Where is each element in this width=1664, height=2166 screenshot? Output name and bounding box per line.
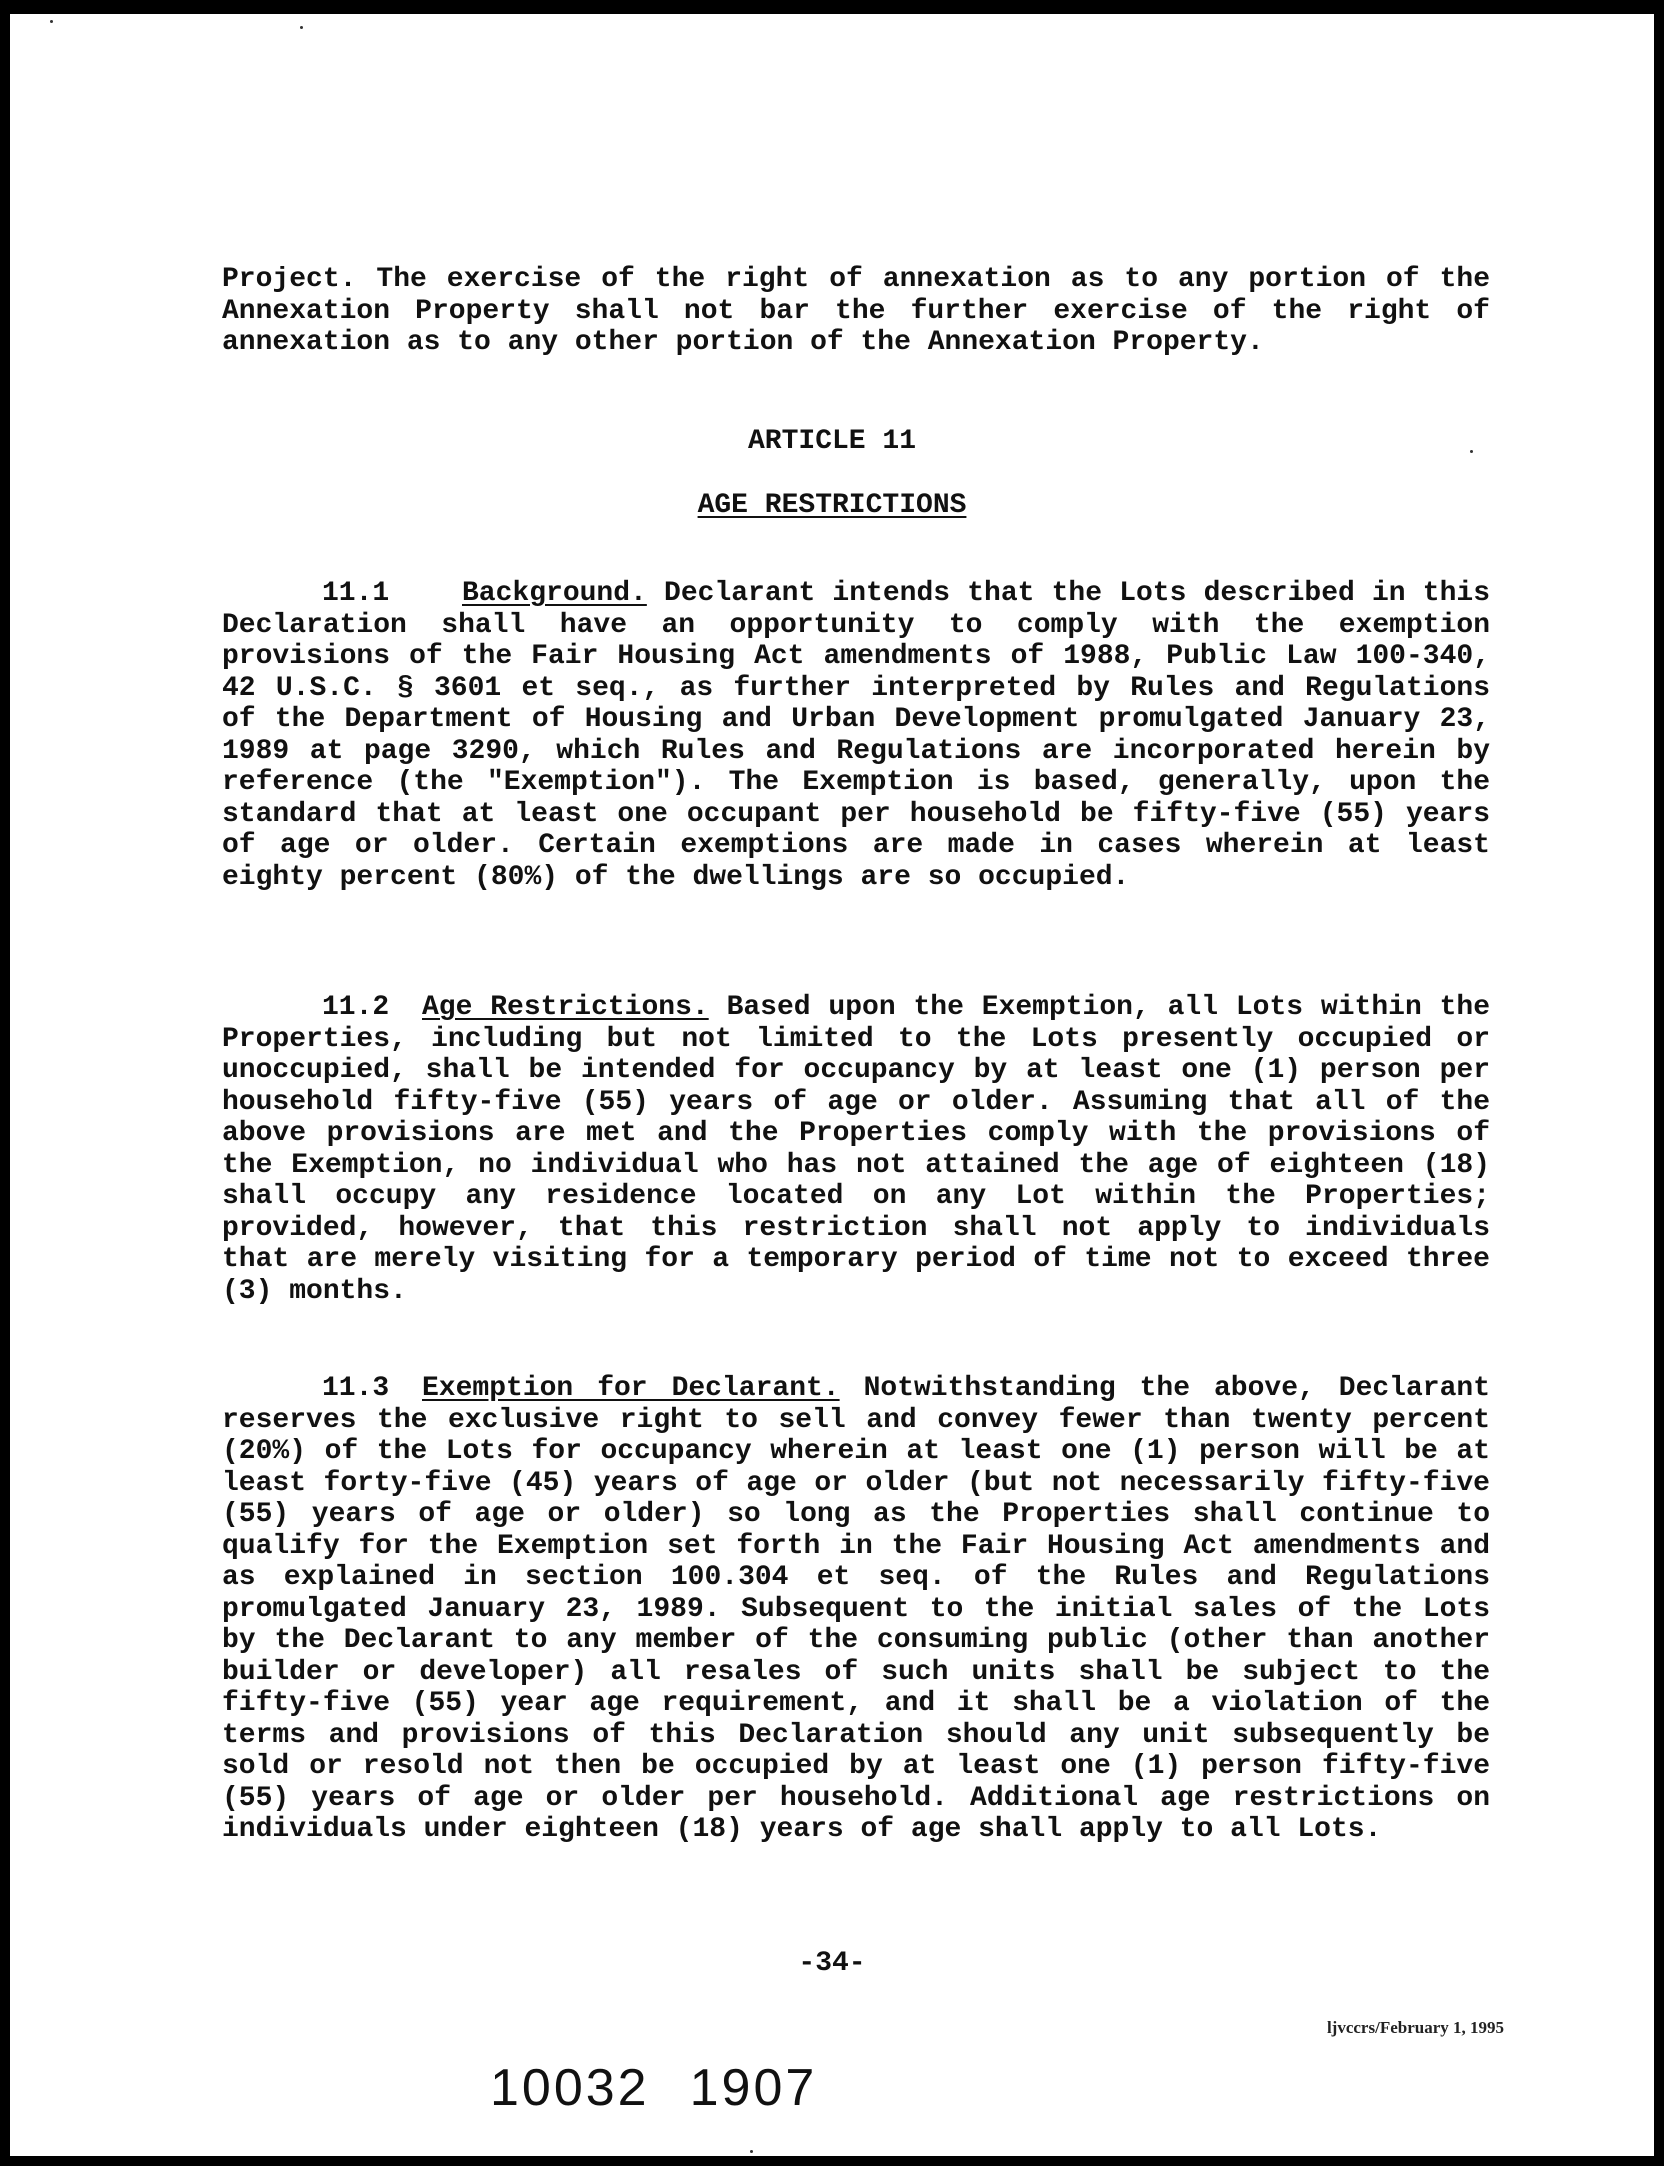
- section-body: Notwithstanding the above, Declarant reserves the exclusive right to sell and convey fewer than twenty percent (20%) of the Lots for occupancy wherein at least one (1) person will be at least forty-five (45) years of age or older (but not necessarily fifty-five (55) years of age or older) so long as the Properties shall continue to qualify for the Exemption set forth in the Fair Housing Act amendments and as explained in section 100.304 et seq. of the Rules and Regulations promulgated January 23, 1989. Subsequent to the initial sales of the Lots by the Declarant to any member of the consuming public (other than another builder or developer) all resales of such units shall be subject to the fifty-five (55) year age requirement, and it shall be a violation of the terms and provisions of this Declaration should any unit subsequently be sold or resold not then be occupied by at least one (1) person fifty-five (55) years of age or older per household. Additional age restrictions on individuals under eighteen (18) years of age shall apply to all Lots.: [222, 1373, 1490, 1845]
- stamp-left: 10032: [490, 2059, 650, 2117]
- section-heading: Age Restrictions.: [422, 992, 709, 1023]
- scan-speck: [750, 2150, 753, 2153]
- scan-speck: [50, 20, 53, 23]
- scan-speck: [300, 26, 303, 29]
- section-11-2: [222, 992, 1490, 1307]
- section-body: Based upon the Exemption, all Lots within the Properties, including but not limited to the Lots presently occupied or unoccupied, shall be intended for occupancy by at least one (1) person per household fifty-five (55) years of age or older. Assuming that all of the above provisions are met and the Properties comply with the provisions of the Exemption, no individual who has not attained the age of eighteen (18) shall occupy any residence located on any Lot within the Properties; provided, however, that this restriction shall not apply to individuals that are merely visiting for a temporary period of time not to exceed three (3) months.: [222, 992, 1491, 1307]
- bates-stamp: [490, 2058, 817, 2118]
- section-number: 11.3: [322, 1373, 390, 1404]
- scan-border-bottom: [0, 2156, 1664, 2166]
- section-body: Declarant intends that the Lots described in this Declaration shall have an opportunity to comply with the exemption provisions of the Fair Housing Act amendments of 1988, Public Law 100-340, 42 U.S.C. § 3601 et seq., as further interpreted by Rules and Regulations of the Department of Housing and Urban Development promulgated January 23, 1989 at page 3290, which Rules and Regulations are incorporated herein by reference (the "Exemption"). The Exemption is based, generally, upon the standard that at least one occupant per household be fifty-five (55) years of age or older. Certain exemptions are made in cases wherein at least eighty percent (80%) of the dwellings are so occupied.: [222, 578, 1490, 893]
- section-number: 11.2: [322, 992, 390, 1023]
- article-title: AGE RESTRICTIONS: [697, 490, 967, 521]
- section-11-3: [222, 1373, 1490, 1846]
- section-heading: Exemption for Declarant.: [422, 1373, 840, 1404]
- section-number: 11.1: [322, 578, 390, 609]
- scan-border-left: [0, 0, 10, 2166]
- section-11-1: [222, 578, 1490, 893]
- stamp-right: 1907: [689, 2059, 818, 2117]
- intro-paragraph: Project. The exercise of the right of annexation as to any portion of the Annexation Property shall not bar the further exercise of the right of annexation as to any other portion of the Annexation Property.: [222, 264, 1490, 358]
- scan-border-right: [1654, 0, 1664, 2166]
- document-code: ljvccrs/February 1, 1995: [1326, 2018, 1504, 2037]
- page-number: -34-: [798, 1948, 866, 1979]
- scan-border-top: [0, 0, 1664, 14]
- section-heading: Background.: [462, 578, 647, 609]
- article-number: ARTICLE 11: [747, 426, 917, 457]
